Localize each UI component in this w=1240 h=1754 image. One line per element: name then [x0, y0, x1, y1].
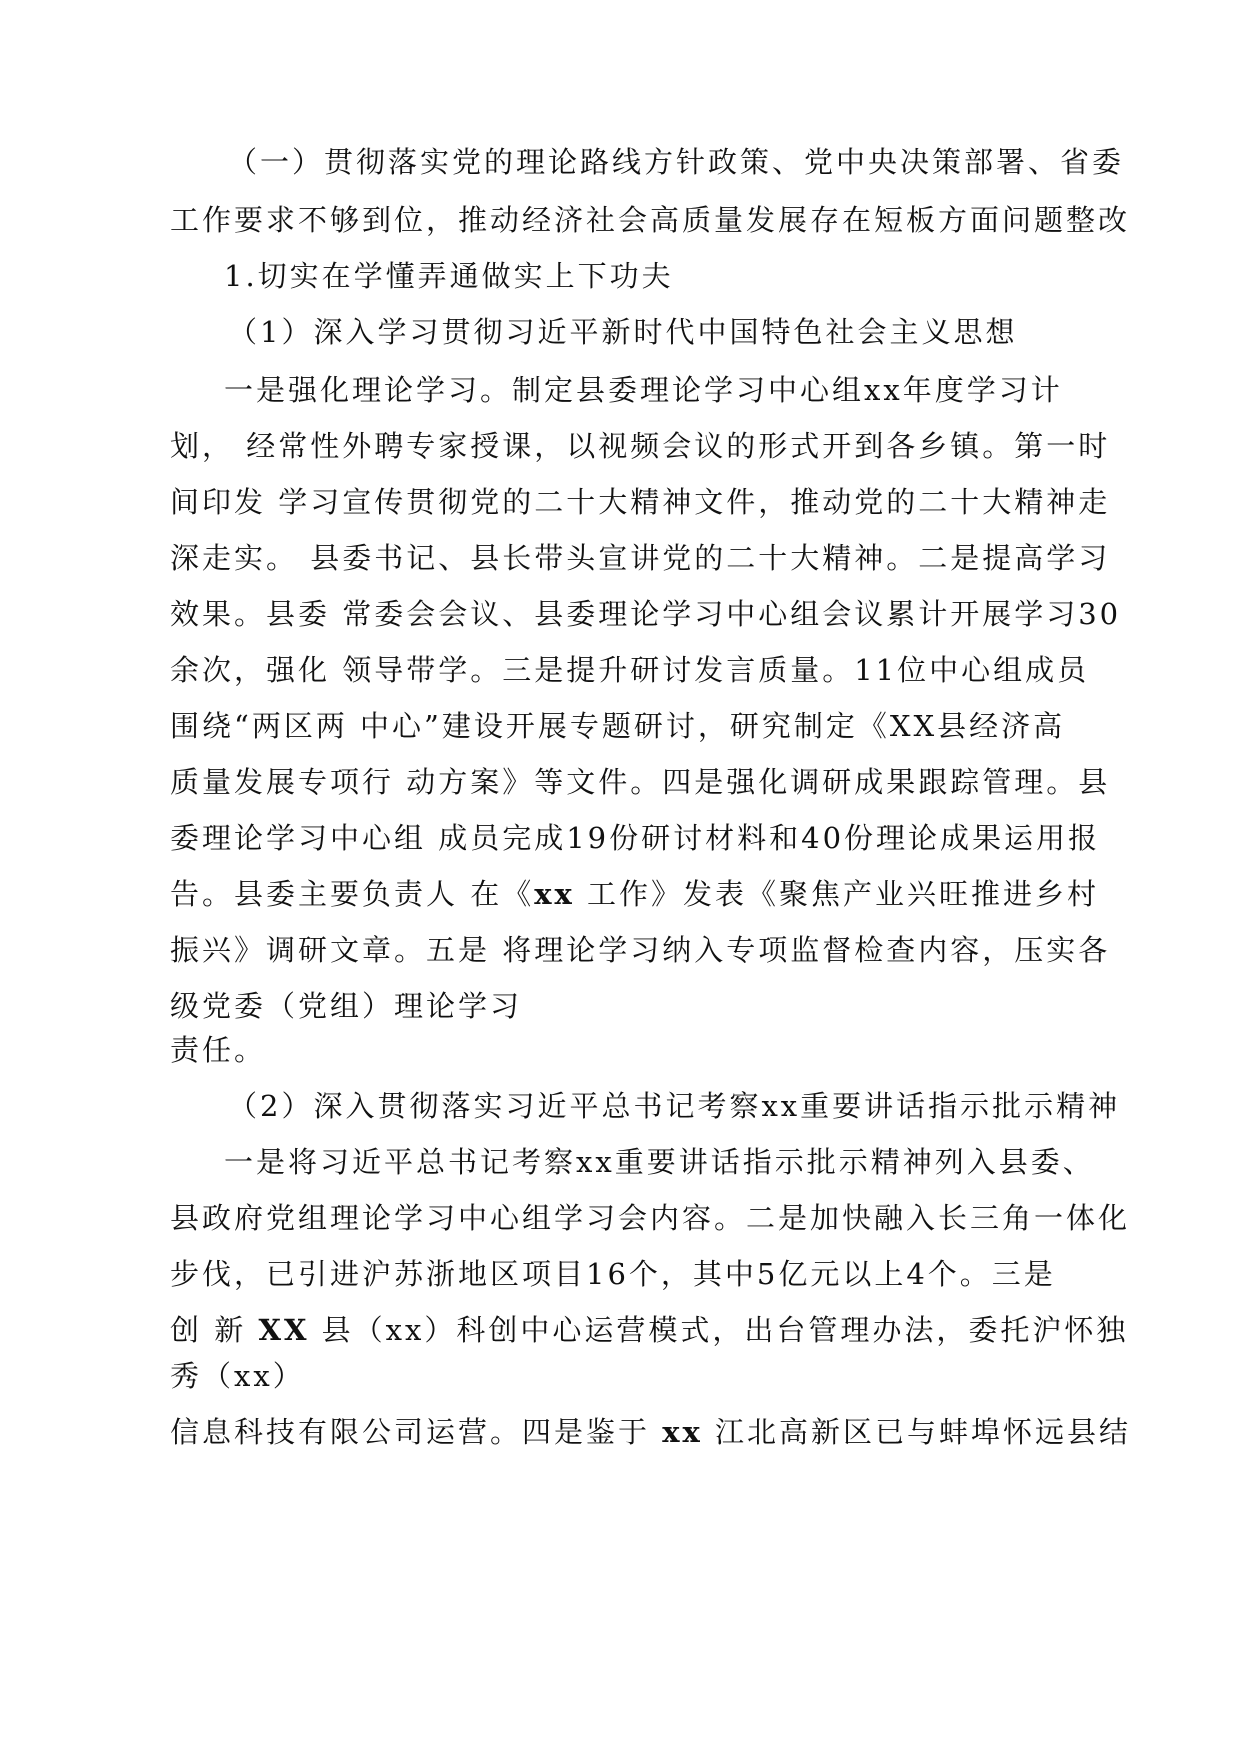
paragraph-line: 振兴》调研文章。五是 将理论学习纳入专项监督检查内容，压实各 [170, 933, 1111, 967]
text-run: 江北高新区已与蚌埠怀远县结 [702, 1415, 1132, 1449]
paragraph-line [170, 874, 1099, 914]
paragraph-line [170, 1310, 1128, 1350]
paragraph-line: 县政府党组理论学习中心组学习会内容。二是加快融入长三角一体化 [170, 1201, 1131, 1235]
paragraph-line: 秀（xx） [170, 1359, 305, 1393]
paragraph-line: 一是将习近平总书记考察xx重要讲话指示批示精神列入县委、 [224, 1145, 1095, 1179]
paragraph-line: 委理论学习中心组 成员完成19份研讨材料和40份理论成果运用报 [170, 821, 1101, 855]
text-run: 创 新 [170, 1313, 259, 1347]
paragraph-line: 级党委（党组）理论学习 [170, 989, 523, 1023]
paragraph-line: 围绕“两区两 中心”建设开展专题研讨，研究制定《XX县经济高 [170, 709, 1066, 743]
paragraph-line: 步伐，已引进沪苏浙地区项目16个，其中5亿元以上4个。三是 [170, 1257, 1056, 1291]
paragraph-line: 效果。县委 常委会会议、县委理论学习中心组会议累计开展学习30 [170, 597, 1122, 631]
paragraph-line: 余次，强化 领导带学。三是提升研讨发言质量。11位中心组成员 [170, 653, 1090, 687]
text-run-bold: xx [662, 1415, 703, 1449]
paragraph-line: 划， 经常性外聘专家授课，以视频会议的形式开到各乡镇。第一时 [170, 429, 1111, 463]
section-heading-continued: 工作要求不够到位，推动经济社会高质量发展存在短板方面问题整改 [170, 203, 1131, 237]
item-title: （1）深入学习贯彻习近平新时代中国特色社会主义思想 [228, 315, 1018, 349]
paragraph-line: 间印发 学习宣传贯彻党的二十大精神文件，推动党的二十大精神走 [170, 485, 1111, 519]
paragraph-line: 深走实。 县委书记、县长带头宣讲党的二十大精神。二是提高学习 [170, 541, 1111, 575]
text-run: 县（xx）科创中心运营模式，出台管理办法，委托沪怀独 [309, 1313, 1129, 1347]
paragraph-line: 一是强化理论学习。制定县委理论学习中心组xx年度学习计 [224, 373, 1063, 407]
text-run: 信息科技有限公司运营。四是鉴于 [170, 1415, 663, 1449]
item-title: （2）深入贯彻落实习近平总书记考察xx重要讲话指示批示精神 [228, 1089, 1121, 1123]
text-run: 告。县委主要负责人 在《 [170, 877, 535, 911]
subsection-title: 1.切实在学懂弄通做实上下功夫 [224, 259, 674, 293]
section-heading: （一）贯彻落实党的理论路线方针政策、党中央决策部署、省委 [228, 145, 1125, 179]
text-run-bold: XX [258, 1313, 310, 1347]
paragraph-line [170, 1412, 1131, 1452]
text-run: 工作》发表《聚焦产业兴旺推进乡村 [587, 877, 1100, 911]
paragraph-line: 质量发展专项行 动方案》等文件。四是强化调研成果跟踪管理。县 [170, 765, 1111, 799]
paragraph-line: 责任。 [170, 1033, 267, 1067]
text-run-bold: xx [534, 877, 575, 911]
